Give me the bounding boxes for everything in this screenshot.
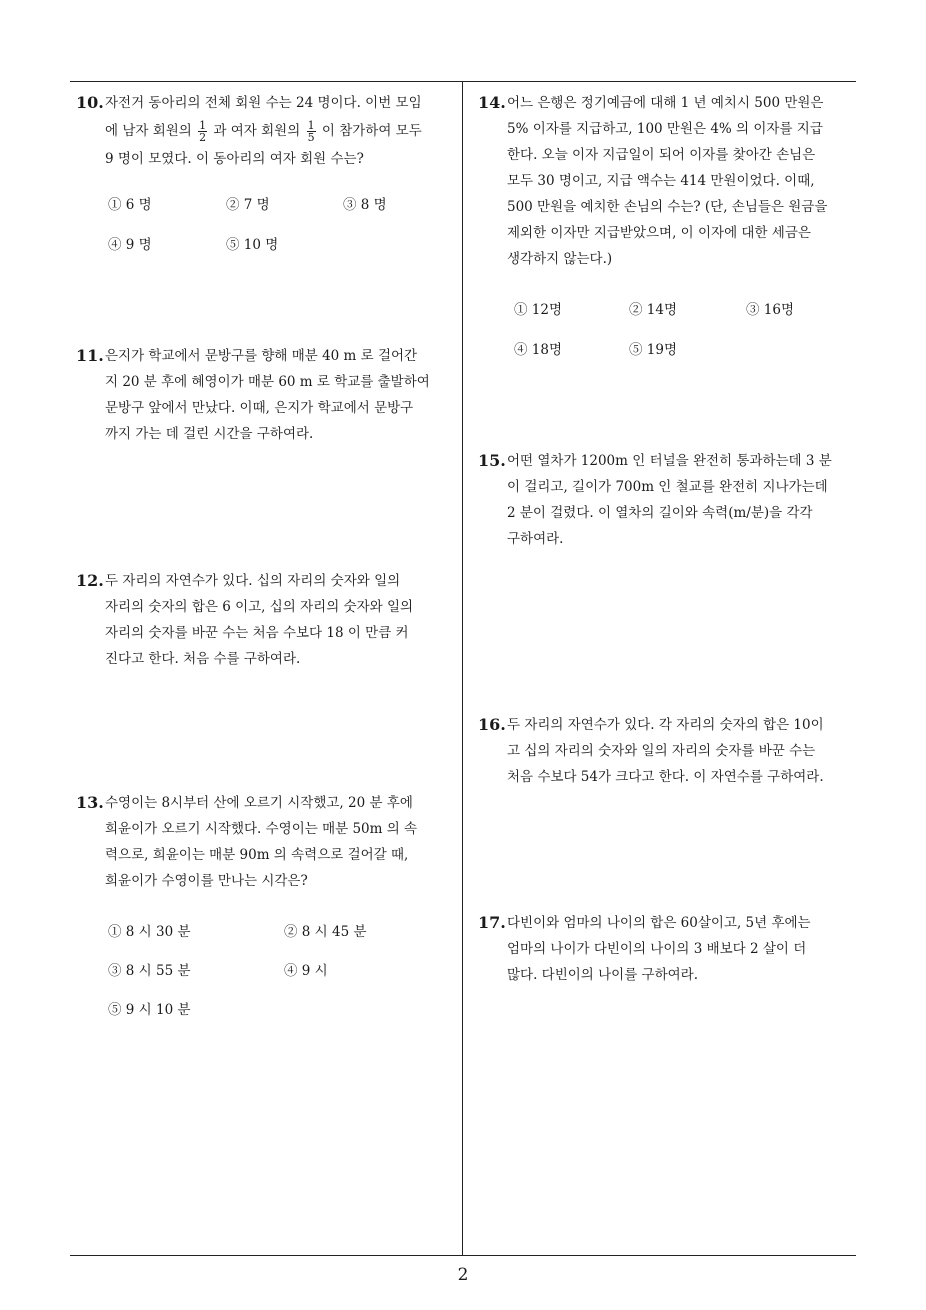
question-number: 12.: [76, 571, 104, 590]
column-divider: [462, 81, 463, 1255]
text-segment: 에 남자 회원의: [105, 123, 192, 139]
question-line: 진다고 한다. 처음 수를 구하여라.: [105, 651, 301, 667]
question-line: 희윤이가 수영이를 만나는 시각은?: [105, 873, 308, 889]
question-line: 력으로, 희윤이는 매분 90m 의 속력으로 걸어갈 때,: [105, 847, 409, 863]
question-text: [507, 712, 858, 790]
choice-1[interactable]: ① 6 명: [108, 197, 152, 213]
question-number: 11.: [76, 346, 104, 365]
question-line: 문방구 앞에서 만났다. 이때, 은지가 학교에서 문방구: [105, 400, 414, 416]
choice-5[interactable]: ⑤ 19명: [629, 342, 678, 358]
question-number: 13.: [76, 793, 104, 812]
question-line: 처음 수보다 54가 크다고 한다. 이 자연수를 구하여라.: [507, 769, 824, 785]
question-line: 희윤이가 오르기 시작했다. 수영이는 매분 50m 의 속: [105, 821, 418, 837]
question-14: [478, 90, 858, 272]
question-17: [478, 910, 858, 988]
fraction-denominator: 2: [199, 131, 207, 144]
question-line: [105, 116, 454, 146]
question-number: 10.: [76, 93, 104, 112]
question-line: 수영이는 8시부터 산에 오르기 시작했고, 20 분 후에: [105, 795, 413, 811]
fraction-denominator: 5: [307, 131, 315, 144]
question-text: [507, 910, 858, 988]
question-text: [105, 343, 454, 447]
question-text: [105, 790, 454, 894]
choice-1[interactable]: ① 8 시 30 분: [108, 924, 191, 940]
question-text: [105, 568, 454, 672]
question-line: 은지가 학교에서 문방구를 향해 매분 40 m 로 걸어간: [105, 348, 418, 364]
text-segment: 이 참가하여 모두: [321, 123, 422, 139]
choice-2[interactable]: ② 14명: [629, 302, 678, 318]
question-line: 500 만원을 예치한 손님의 수는? (단, 손님들은 원금을: [507, 199, 828, 215]
question-line: 이 걸리고, 길이가 700m 인 철교를 완전히 지나가는데: [507, 479, 828, 495]
choice-5[interactable]: ⑤ 10 명: [226, 237, 279, 253]
question-12: [76, 568, 454, 672]
question-line: 고 십의 자리의 숫자와 일의 자리의 숫자를 바꾼 수는: [507, 743, 816, 759]
question-line: 어떤 열차가 1200m 인 터널을 완전히 통과하는데 3 분: [507, 453, 832, 469]
question-line: 2 분이 걸렸다. 이 열차의 길이와 속력(m/분)을 각각: [507, 505, 813, 521]
question-text: [507, 448, 858, 552]
question-10: [76, 90, 454, 172]
page-number: 2: [457, 1265, 469, 1285]
text-segment: 과 여자 회원의: [213, 123, 301, 139]
choice-3[interactable]: ③ 8 명: [343, 197, 387, 213]
question-line: 까지 가는 데 걸린 시간을 구하여라.: [105, 426, 314, 442]
question-line: 자전거 동아리의 전체 회원 수는 24 명이다. 이번 모임: [105, 95, 422, 111]
choice-4[interactable]: ④ 9 시: [284, 963, 328, 979]
question-line: 제외한 이자만 지급받았으며, 이 이자에 대한 세금은: [507, 225, 811, 241]
question-line: 모두 30 명이고, 지급 액수는 414 만원이었다. 이때,: [507, 173, 815, 189]
choice-3[interactable]: ③ 8 시 55 분: [108, 963, 191, 979]
choice-2[interactable]: ② 7 명: [226, 197, 270, 213]
bottom-rule: [70, 1255, 856, 1256]
question-text: [507, 90, 858, 272]
fraction: [198, 120, 207, 143]
choice-1[interactable]: ① 12명: [514, 302, 563, 318]
question-number: 17.: [478, 913, 506, 932]
choice-4[interactable]: ④ 18명: [514, 342, 563, 358]
choice-4[interactable]: ④ 9 명: [108, 237, 152, 253]
question-line: 두 자리의 자연수가 있다. 십의 자리의 숫자와 일의: [105, 573, 401, 589]
question-number: 16.: [478, 715, 506, 734]
choice-2[interactable]: ② 8 시 45 분: [284, 924, 367, 940]
question-line: 구하여라.: [507, 531, 564, 547]
choice-5[interactable]: ⑤ 9 시 10 분: [108, 1002, 191, 1018]
question-line: 많다. 다빈이의 나이를 구하여라.: [507, 967, 698, 983]
question-16: [478, 712, 858, 790]
fraction: [307, 120, 316, 143]
question-line: 지 20 분 후에 혜영이가 매분 60 m 로 학교를 출발하여: [105, 374, 430, 390]
question-line: 생각하지 않는다.): [507, 251, 613, 267]
question-line: 9 명이 모였다. 이 동아리의 여자 회원 수는?: [105, 151, 364, 167]
question-line: 한다. 오늘 이자 지급일이 되어 이자를 찾아간 손님은: [507, 147, 816, 163]
question-line: 두 자리의 자연수가 있다. 각 자리의 숫자의 합은 10이: [507, 717, 824, 733]
top-rule: [70, 81, 856, 82]
question-text: [105, 90, 454, 172]
question-line: 어느 은행은 정기예금에 대해 1 년 예치시 500 만원은: [507, 95, 824, 111]
question-15: [478, 448, 858, 552]
choice-3[interactable]: ③ 16명: [746, 302, 795, 318]
question-line: 5% 이자를 지급하고, 100 만원은 4% 의 이자를 지급: [507, 121, 823, 137]
fraction-numerator: 1: [199, 119, 207, 132]
question-line: 다빈이와 엄마의 나이의 합은 60살이고, 5년 후에는: [507, 915, 811, 931]
question-13: [76, 790, 454, 894]
fraction-numerator: 1: [307, 119, 315, 132]
question-number: 15.: [478, 451, 506, 470]
question-number: 14.: [478, 93, 506, 112]
question-line: 자리의 숫자를 바꾼 수는 처음 수보다 18 이 만큼 커: [105, 625, 409, 641]
question-line: 엄마의 나이가 다빈이의 나이의 3 배보다 2 살이 더: [507, 941, 807, 957]
question-line: 자리의 숫자의 합은 6 이고, 십의 자리의 숫자와 일의: [105, 599, 414, 615]
question-11: [76, 343, 454, 447]
